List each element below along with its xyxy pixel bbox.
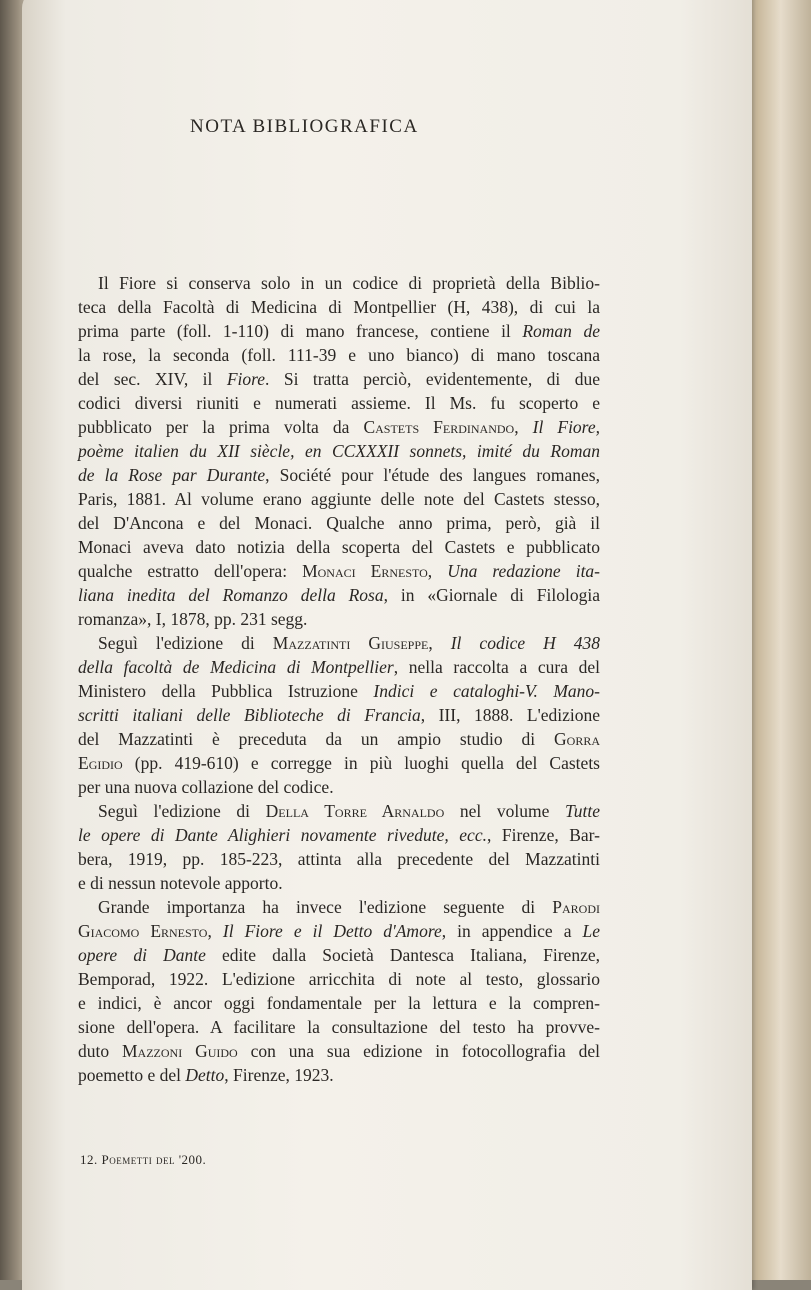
text-run: qualche estratto dell'opera: xyxy=(78,561,303,581)
text-line xyxy=(78,920,600,942)
text-line xyxy=(78,320,600,342)
text-run: del D'Ancona e del Monaci. Qualche anno prima, però, già il xyxy=(78,513,600,533)
author-name: Monaci Ernesto xyxy=(302,561,428,581)
text-run: Seguì l'edizione di xyxy=(98,801,266,821)
text-run: , xyxy=(428,633,451,653)
text-run: pubblicato per la prima volta da xyxy=(78,417,364,437)
text-run: , III, 1888. L'edizione xyxy=(420,705,600,725)
text-line xyxy=(98,800,600,822)
text-run: e di nessun notevole apporto. xyxy=(78,873,283,893)
italic-text: della facoltà de Medicina di Montpellier xyxy=(78,657,394,677)
text-run: romanza», I, 1878, pp. 231 segg. xyxy=(78,609,308,629)
text-line xyxy=(98,272,600,294)
italic-text: Il Fiore, xyxy=(532,417,600,437)
text-run: sione dell'opera. A facilitare la consultazione del testo ha provve- xyxy=(78,1017,600,1037)
author-name: Mazzoni Guido xyxy=(122,1041,238,1061)
text-run: , la seconda (foll. 111-39 e uno bianco) di mano toscana xyxy=(131,345,600,365)
text-line xyxy=(78,992,600,1014)
text-line xyxy=(78,872,600,894)
text-run: e indici, è ancor oggi fondamentale per la lettura e la compren- xyxy=(78,993,600,1013)
italic-text: liana inedita del Romanzo della Rosa xyxy=(78,585,384,605)
author-name: Gorra xyxy=(554,729,600,749)
text-run: edite dalla Società Dantesca Italiana, Firenze, xyxy=(205,945,600,965)
italic-text: Indici e cataloghi-V. Mano- xyxy=(373,681,601,701)
italic-text: le opere di Dante Alighieri novamente rivedute, ecc. xyxy=(78,825,487,845)
text-line xyxy=(78,944,600,966)
text-line xyxy=(78,512,600,534)
page-title: NOTA BIBLIOGRAFICA xyxy=(190,116,419,137)
author-name: Mazzatinti Giuseppe xyxy=(272,633,429,653)
text-line xyxy=(78,776,600,798)
text-line xyxy=(78,656,600,678)
text-run: , Société pour l'étude des langues romanes, xyxy=(265,465,600,485)
text-run: , xyxy=(207,921,223,941)
text-line xyxy=(78,848,600,870)
text-run: Monaci aveva dato notizia della scoperta del Castets e pubblicato xyxy=(78,537,600,557)
text-line xyxy=(78,824,600,846)
text-line xyxy=(78,344,600,366)
italic-text: scritti italiani delle Biblioteche di Francia xyxy=(78,705,421,725)
italic-text: Una redazione ita- xyxy=(447,561,601,581)
text-run: , nella raccolta a cura del xyxy=(393,657,601,677)
text-run: del sec. XIV, il xyxy=(78,369,227,389)
author-name: Castets Ferdinando xyxy=(363,417,515,437)
text-run: Grande importanza ha invece l'edizione seguente di xyxy=(98,897,553,917)
text-run: Seguì l'edizione di xyxy=(98,633,273,653)
author-name: Egidio xyxy=(78,753,123,773)
text-run: nel volume xyxy=(444,801,565,821)
text-line xyxy=(78,536,600,558)
text-run: codici diversi riuniti e numerati assieme. Il Ms. fu scoperto e xyxy=(78,393,600,413)
text-line xyxy=(78,368,600,390)
author-name: Della Torre Arnaldo xyxy=(265,801,445,821)
text-run: , Firenze, Bar- xyxy=(486,825,600,845)
text-line xyxy=(78,392,600,414)
text-line xyxy=(78,416,600,438)
text-run: Ministero della Pubblica Istruzione xyxy=(78,681,374,701)
page-footer-signature: 12. Poemetti del '200. xyxy=(80,1152,207,1167)
author-name: Giacomo Ernesto xyxy=(78,921,208,941)
italic-text: Il Fiore e il Detto d'Amore xyxy=(222,921,442,941)
text-run: la rose xyxy=(78,345,132,365)
text-line xyxy=(78,464,600,486)
text-run: , in «Giornale di Filologia xyxy=(383,585,600,605)
text-run: Il xyxy=(98,273,120,293)
italic-text: Le xyxy=(582,921,601,941)
text-line xyxy=(98,896,600,918)
text-line xyxy=(78,704,600,726)
text-run: bera, 1919, pp. 185-223, attinta alla precedente del Mazzatinti xyxy=(78,849,600,869)
italic-text: Detto xyxy=(185,1065,225,1085)
italic-text: Roman de xyxy=(522,321,600,341)
italic-text: Il codice H 438 xyxy=(450,633,601,653)
text-run: , xyxy=(514,417,533,437)
text-run: per una nuova collazione del codice. xyxy=(78,777,334,797)
text-line xyxy=(78,968,600,990)
text-line xyxy=(78,584,600,606)
italic-text: poème italien du XII siècle, en CCXXXII sonnets, imité du Roman xyxy=(78,441,600,461)
text-line xyxy=(78,680,600,702)
text-run: , Firenze, 1923. xyxy=(224,1065,334,1085)
text-line xyxy=(78,1064,600,1086)
text-run: , in appendice a xyxy=(441,921,583,941)
text-run: Paris, 1881. Al volume erano aggiunte delle note del Castets stesso, xyxy=(78,489,600,509)
italic-text: opere di Dante xyxy=(78,945,206,965)
text-run: (pp. 419-610) e corregge in più luoghi quella del Castets xyxy=(122,753,600,773)
text-run: prima parte (foll. 1-110) di mano francese, contiene il xyxy=(78,321,523,341)
text-line xyxy=(78,1016,600,1038)
text-run: Fiore xyxy=(119,273,157,293)
text-line xyxy=(78,560,600,582)
text-line xyxy=(78,728,600,750)
text-run: Bemporad, 1922. L'edizione arricchita di note al testo, glossario xyxy=(78,969,600,989)
text-line xyxy=(78,752,600,774)
text-line xyxy=(78,488,600,510)
text-run: . Si tratta perciò, evidentemente, di due xyxy=(265,369,600,389)
italic-text: de la Rose par Durante xyxy=(78,465,266,485)
italic-text: Fiore xyxy=(226,369,266,389)
text-run: del Mazzatinti è preceduta da un ampio studio di xyxy=(78,729,555,749)
text-line xyxy=(78,440,600,462)
text-run: duto xyxy=(78,1041,122,1061)
text-run: con una sua edizione in fotocollografia del xyxy=(237,1041,600,1061)
author-name: Parodi xyxy=(552,897,600,917)
text-line xyxy=(78,608,600,630)
text-line xyxy=(78,296,600,318)
italic-text: Tutte xyxy=(564,801,600,821)
text-run: teca della Facoltà di Medicina di Montpellier (H, 438), di cui la xyxy=(78,297,600,317)
text-run: poemetto e del xyxy=(78,1065,186,1085)
text-line xyxy=(98,632,600,654)
text-line xyxy=(78,1040,600,1062)
text-run: si conserva solo in un codice di proprietà della Biblio- xyxy=(156,273,600,293)
text-run: , xyxy=(427,561,448,581)
